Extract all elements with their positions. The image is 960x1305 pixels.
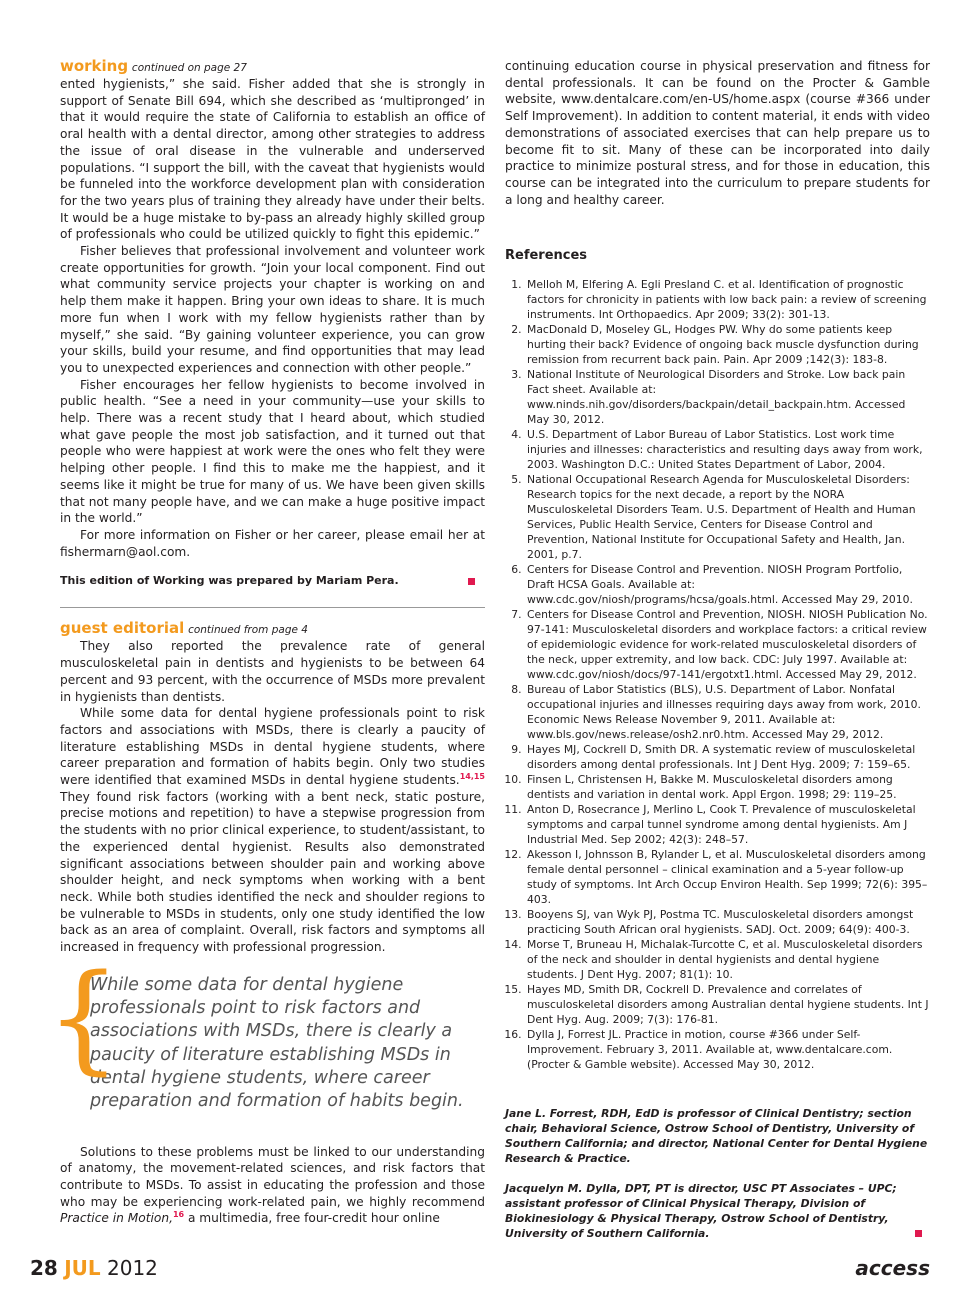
guest-paragraph-3 <box>60 1144 485 1228</box>
pull-quote <box>46 947 485 1114</box>
reference-item: 6. Centers for Disease Control and Prevention. NIOSH Program Portfolio, Draft HCSA Goals. Available at: www.cdc.gov/niosh/programs/hcsa/goals.html. Accessed May 29, 2010. <box>525 562 930 607</box>
working-paragraph-3: Fisher encourages her fellow hygienists to become involved in public health. “See a need in your community—use your skills to help. There was a recent study that I heard about, which studied what gave people the most job satisfaction, and it turned out that people who were happiest at work were the ones who felt they were helping other people. I find this to make me the happiest, and it seems like it might be true for many of us. We have been given skills that not many people have, and we can make a huge positive impact in the world.” <box>60 377 485 526</box>
guest-paragraph-2 <box>60 705 485 956</box>
reference-item: 14. Morse T, Bruneau H, Michalak-Turcotte C, et al. Musculoskeletal disorders of the neck and shoulder in dental hygienists and dental hygiene students. J Dent Hyg. 2007; 81(1): 10. <box>525 937 930 982</box>
guest-continuation-paragraph: continuing education course in physical preservation and fitness for dental professionals. It can be found on the Procter & Gamble website, www.dentalcare.com/en-US/home.aspx (course #366 under Self Improvement). In addition to content material, it ends with video demonstrations of associated exercises that can help prepare us to become fit to sit. Many of these can be incorporated into daily practice to minimize postural stress, and for those in education, this course can be integrated into the curriculum to prepare students for a long and healthy career. <box>505 59 930 207</box>
magazine-name: access <box>855 1256 930 1280</box>
curly-brace-icon: { <box>46 947 122 1086</box>
guest-editorial-title: guest editorial <box>60 619 185 638</box>
course-title: Practice in Motion, <box>60 1211 173 1226</box>
reference-item: 1. Melloh M, Elfering A. Egli Presland C. et al. Identification of prognostic factors for chronicity in patients with low back pain: a review of screening instruments. Int Orthopaedics. Apr 2009; 33(2): 301-13. <box>525 277 930 322</box>
reference-item: 5. National Occupational Research Agenda for Musculoskeletal Disorders: Research topics for the next decade, a report by the NORA Musculoskeletal Disorders Team. U.S. Department of Health and Human Services, Public Health Service, Centers for Disease Control and Prevention, National Institute for Occupational Safety and Health, Jan. 2001, p.7. <box>525 472 930 562</box>
reference-item: 10. Finsen L, Christensen H, Bakke M. Musculoskeletal disorders among dentists and variation in dental work. Appl Ergon. 1998; 29: 119–25. <box>525 772 930 802</box>
guest-paragraph-2-text: While some data for dental hygiene professionals point to risk factors and associations with MSDs, there is clearly a paucity of literature establishing MSDs in dental hygiene students, where career preparation and formation of habits begin. Only two studies were identified that examined MSDs in dental hygiene students. <box>60 706 485 788</box>
guest-editorial-header <box>60 620 485 638</box>
right-column <box>505 58 930 1241</box>
issue-month: JUL <box>64 1256 101 1280</box>
pull-quote-text: While some data for dental hygiene professionals point to risk factors and associations with MSDs, there is clearly a paucity of literature establishing MSDs in dental hygiene students, where career preparation and formation of habits begin. <box>90 974 464 1112</box>
guest-paragraph-1: They also reported the prevalence rate of general musculoskeletal pain in dentists and hygienists to be between 64 percent and 93 percent, with the occurrence of MSDs more prevalent in hygienists than dentists. <box>60 639 485 704</box>
reference-item: 7. Centers for Disease Control and Prevention, NIOSH. NIOSH Publication No. 97-141: Musculoskeletal disorders and workplace factors: a critical review of epidemiologic evidence for work-related musculoskeletal disorders of the neck, upper extremity, and low back. CDC: July 1997. Available at: www.cdc.gov/niosh/docs/97-141/ergotxt1.html. Accessed May 29, 2012. <box>525 607 930 682</box>
reference-item: 11. Anton D, Rosecrance J, Merlino L, Cook T. Prevalence of musculoskeletal symptoms and carpal tunnel syndrome among dental hygienists. Am J Industrial Med. Sep 2002; 42(3): 248–57. <box>525 802 930 847</box>
author-bio-dylla: Jacquelyn M. Dylla, DPT, PT is director, USC PT Associates – UPC; assistant professor of Clinical Physical Therapy, Division of Biokinesiology & Physical Therapy, Ostrow School of Dentistry, University of Southern California. <box>505 1182 897 1241</box>
working-paragraph-4: For more information on Fisher or her career, please email her at fishermarn@aol.com. <box>60 527 485 559</box>
guest-paragraph-2-text-cont: They found risk factors (working with a bent neck, static posture, precise motions and repetition) to have a stepwise progression from the students with no prior clinical experience, to student/assistant, to the experienced dental hygienist. Results also demonstrated significant associations between shoulder pain and working above shoulder height, and neck symptoms when working with a bent neck. While both studies identified the neck and shoulder regions to be vulnerable to MSDs in students, only one study identified the low back as an area of complaint. Overall, risk factors and symptoms all increased in frequency with professional progression. <box>60 789 485 955</box>
author-bios <box>505 1106 930 1241</box>
citation-14-15: 14,15 <box>459 771 485 781</box>
working-paragraph-2: Fisher believes that professional involvement and volunteer work create opportunities for growth. “Join your local component. Find out what community service projects your chapter is working on and help them make it happen. Bring your own ideas to share. It is much more fun when I work with my fellow hygienists rather than by myself,” she said. “By gaining volunteer experience, you can grow your skills, build your resume, and find opportunities that may lead you to unexpected experiences and connection with other people.” <box>60 244 485 375</box>
guest-paragraph-3-text-cont: a multimedia, free four-credit hour online <box>184 1211 440 1226</box>
citation-16: 16 <box>172 1210 185 1220</box>
references-heading: References <box>505 248 588 264</box>
folio <box>30 1256 158 1280</box>
page-number: 28 <box>30 1256 58 1280</box>
guest-editorial-continued-note: continued from page 4 <box>188 624 308 637</box>
reference-item: 16. Dylla J, Forrest JL. Practice in motion, course #366 under Self-Improvement. February 3, 2011. Available at, www.dentalcare.com. (Procter & Gamble website). Accessed May 30, 2012. <box>525 1027 930 1072</box>
guest-paragraph-3-text: Solutions to these problems must be linked to our understanding of anatomy, the movement-related sciences, and risk factors that contribute to MSDs. To assist in educating the profession and those who may be experiencing work-related pain, we highly recommend <box>60 1144 485 1209</box>
end-of-article-mark <box>915 1230 922 1237</box>
reference-item: 3. National Institute of Neurological Disorders and Stroke. Low back pain Fact sheet. Available at: www.ninds.nih.gov/disorders/backpain/detail_backpain.htm. Accessed May 30, 2012. <box>525 367 930 427</box>
reference-item: 2. MacDonald D, Moseley GL, Hodges PW. Why do some patients keep hurting their back? Evidence of ongoing back muscle dysfunction during remission from recurrent back pain. Pain. Apr 2009 ;142(3): 183-8. <box>525 322 930 367</box>
reference-item: 12. Akesson I, Johnsson B, Rylander L, et al. Musculoskeletal disorders among female dental personnel – clinical examination and a 5-year follow-up study of symptoms. Int Arch Occup Environ Health. Sep 1999; 72(6): 395–403. <box>525 847 930 907</box>
reference-item: 9. Hayes MJ, Cockrell D, Smith DR. A systematic review of musculoskeletal disorders among dental professionals. Int J Dent Hyg. 2009; 7: 159–65. <box>525 742 930 772</box>
reference-item: 8. Bureau of Labor Statistics (BLS), U.S. Department of Labor. Nonfatal occupational injuries and illnesses requiring days away from work, 2010. Economic News Release November 9, 2011. Available at: www.bls.gov/news.release/osh2.nr0.htm. Accessed May 29, 2012. <box>525 682 930 742</box>
working-continued-note: continued on page 27 <box>131 62 247 74</box>
reference-item: 4. U.S. Department of Labor Bureau of Labor Statistics. Lost work time injuries and illnesses: characteristics and resulting days away from work, 2003. Washington D.C.: United States Department of Labor, 2004. <box>525 427 930 472</box>
working-header <box>60 58 485 76</box>
working-paragraph-1: ented hygienists,” she said. Fisher added that she is strongly in support of Senate Bill 694, which she described as ‘multipronged’ in that it would require the state of California to establish an office of oral health with a dental director, among other strategies to address the issue of oral disease in the vulnerable and underserved populations. “I support the bill, with the caveat that hygienists would be funneled into the workforce development plan with consideration for the two years plus of training they already have under their belts. It would be a huge mistake to by-pass an already highly skilled group of professionals who could be utilized quickly to fight this epidemic.” <box>60 77 485 242</box>
page-footer <box>30 1256 930 1282</box>
prepared-by-line <box>60 574 485 587</box>
issue-year: 2012 <box>107 1256 158 1280</box>
end-of-article-mark <box>468 578 475 585</box>
reference-item: 13. Booyens SJ, van Wyk PJ, Postma TC. Musculoskeletal disorders amongst practicing South African oral hygienists. SADJ. Oct. 2009; 64(9): 400-3. <box>525 907 930 937</box>
left-column <box>46 57 485 1227</box>
reference-item: 15. Hayes MD, Smith DR, Cockrell D. Prevalence and correlates of musculoskeletal disorders among Australian dental hygiene students. Int J Dent Hyg. Aug. 2009; 7(3): 176-81. <box>525 982 930 1027</box>
author-bio-forrest: Jane L. Forrest, RDH, EdD is professor of Clinical Dentistry; section chair, Behavioral Science, Ostrow School of Dentistry, University of Southern California; and director, National Center for Dental Hygiene Research & Practice. <box>505 1107 928 1166</box>
working-title: working <box>60 57 129 75</box>
prepared-by-text: This edition of Working was prepared by Mariam Pera. <box>60 574 399 588</box>
section-divider <box>60 607 485 608</box>
references-list <box>505 277 930 1072</box>
